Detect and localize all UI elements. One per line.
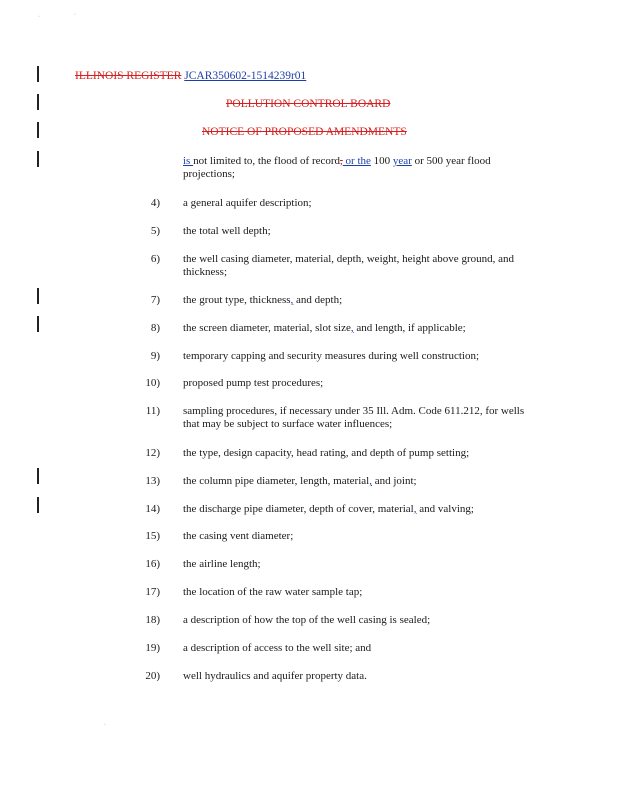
item-text: temporary capping and security measures during well construction;: [183, 350, 479, 362]
inserted-comma: ,: [290, 294, 294, 306]
item-text: the casing vent diameter;: [183, 530, 294, 542]
item-number: 7): [150, 294, 160, 306]
item-number: 9): [150, 350, 160, 362]
change-bar: [37, 497, 39, 513]
item-text: a general aquifer description;: [183, 197, 312, 209]
change-bar: [37, 288, 39, 304]
register-deleted: ILLINOIS REGISTER: [75, 70, 182, 82]
inserted-comma: ,: [413, 503, 417, 515]
item-number: 8): [150, 322, 160, 334]
scan-mark: ·: [104, 722, 106, 728]
item-number: 5): [150, 225, 160, 237]
item-text: the grout type, thickness, and depth;: [183, 294, 343, 306]
change-bar: [37, 151, 39, 167]
intro-inserted-3: year: [392, 155, 412, 167]
inserted-comma: ,: [350, 322, 354, 334]
inserted-comma: ,: [369, 475, 372, 487]
item-text: the location of the raw water sample tap;: [183, 586, 363, 598]
item-number: 13): [145, 475, 160, 487]
item-number: 12): [145, 447, 160, 459]
register-inserted: JCAR350602-1514239r01: [184, 70, 307, 82]
item-text: the type, design capacity, head rating, and depth of pump setting;: [183, 447, 470, 459]
item-number: 10): [145, 377, 160, 389]
scan-mark: ·: [38, 14, 40, 20]
notice-title: NOTICE OF PROPOSED AMENDMENTS: [202, 126, 407, 138]
item-text: well hydraulics and aquifer property data.: [183, 670, 367, 682]
item-number: 6): [150, 253, 160, 265]
change-bar: [37, 316, 39, 332]
item-text: proposed pump test procedures;: [183, 377, 324, 389]
intro-deleted-comma: ,: [340, 155, 343, 167]
item-text: the screen diameter, material, slot size, and length, if applicable;: [183, 322, 466, 334]
item-text: a description of how the top of the well casing is sealed;: [183, 614, 431, 626]
item-number: 11): [145, 405, 160, 417]
register-header: [75, 70, 306, 82]
item-text: the well casing diameter, material, depth, weight, height above ground, and thickness;: [183, 253, 514, 278]
change-bar: [37, 468, 39, 484]
item-text: the total well depth;: [183, 225, 271, 237]
item-number: 16): [145, 558, 160, 570]
item-number: 4): [150, 197, 160, 209]
item-text: the airline length;: [183, 558, 261, 570]
item-text: the column pipe diameter, length, material, and joint;: [183, 475, 417, 487]
board-title: POLLUTION CONTROL BOARD: [226, 98, 391, 110]
intro-inserted-2: or the: [342, 155, 371, 167]
change-bar: [37, 94, 39, 110]
item-text: the discharge pipe diameter, depth of cover, material, and valving;: [183, 503, 474, 515]
item-number: 17): [145, 586, 160, 598]
intro-inserted-1: is: [183, 155, 194, 167]
item-number: 18): [145, 614, 160, 626]
change-bar: [37, 122, 39, 138]
item-number: 14): [145, 503, 160, 515]
item-text: sampling procedures, if necessary under 35 Ill. Adm. Code 611.212, for wells that may be subject to surface water influences;: [183, 405, 525, 430]
scan-mark: ·: [74, 12, 76, 18]
change-bar: [37, 66, 39, 82]
item-number: 19): [145, 642, 160, 654]
item-number: 15): [145, 530, 160, 542]
item-text: a description of access to the well site; and: [183, 642, 372, 654]
item-number: 20): [145, 670, 160, 682]
